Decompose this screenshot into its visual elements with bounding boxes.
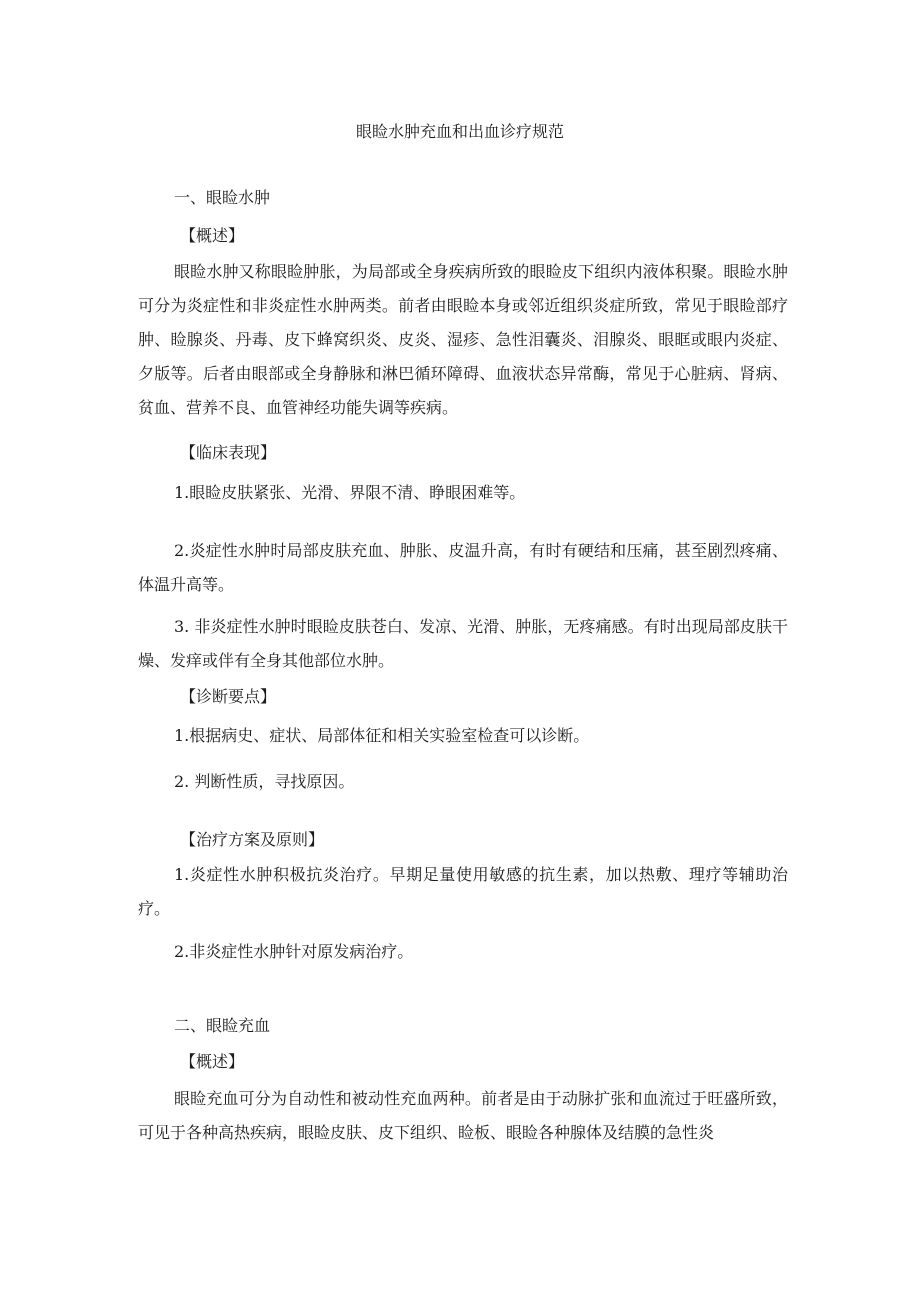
diagnosis-label: 【诊断要点】 [180, 687, 277, 706]
treatment-label: 【治疗方案及原则】 [180, 830, 325, 849]
section-heading-eyelid-congestion: 二、眼睑充血 [174, 1016, 271, 1035]
overview-label-2: 【概述】 [180, 1052, 245, 1071]
clinical-item-1: 1.眼睑皮肤紧张、光滑、界限不清、睁眼困难等。 [174, 483, 526, 502]
diagnosis-item-2: 2. 判断性质，寻找原因。 [174, 772, 355, 791]
document-title: 眼睑水肿充血和出血诊疗规范 [355, 122, 564, 141]
treatment-item-1: 1.炎症性水肿积极抗炎治疗。早期足量使用敏感的抗生素，加以热敷、理疗等辅助治疗。 [138, 865, 788, 918]
overview-label: 【概述】 [180, 226, 245, 245]
overview-paragraph: 眼睑水肿又称眼睑肿胀，为局部或全身疾病所致的眼睑皮下组织内液体积聚。眼睑水肿可分为炎症性和非炎症性水肿两类。前者由眼睑本身或邻近组织炎症所致，常见于眼睑部疗肿、睑腺炎、丹毒、皮下蜂窝织炎、皮炎、湿疹、急性泪囊炎、泪腺炎、眼眶或眼内炎症、夕版等。后者由眼部或全身静脉和淋巴循环障碍、血液状态异常酶，常见于心脏病、肾病、贫血、营养不良、血管神经功能失调等疾病。 [138, 262, 788, 417]
overview-paragraph-2: 眼睑充血可分为自动性和被动性充血两种。前者是由于动脉扩张和血流过于旺盛所致，可见于各种高热疾病，眼睑皮肤、皮下组织、睑板、眼睑各种腺体及结膜的急性炎 [138, 1089, 788, 1142]
diagnosis-item-1: 1.根据病史、症状、局部体征和相关实验室检查可以诊断。 [174, 726, 590, 745]
clinical-item-2: 2.炎症性水肿时局部皮肤充血、肿胀、皮温升高，有时有硬结和压痛，甚至剧烈疼痛、体温升高等。 [138, 541, 788, 594]
clinical-label: 【临床表现】 [180, 443, 277, 462]
section-heading-eyelid-edema: 一、眼睑水肿 [174, 188, 271, 207]
treatment-item-2: 2.非炎症性水肿针对原发病治疗。 [174, 942, 414, 961]
clinical-item-3: 3. 非炎症性水肿时眼睑皮肤苍白、发凉、光滑、肿胀，无疼痛感。有时出现局部皮肤干燥、发痒或伴有全身其他部位水肿。 [138, 617, 788, 670]
